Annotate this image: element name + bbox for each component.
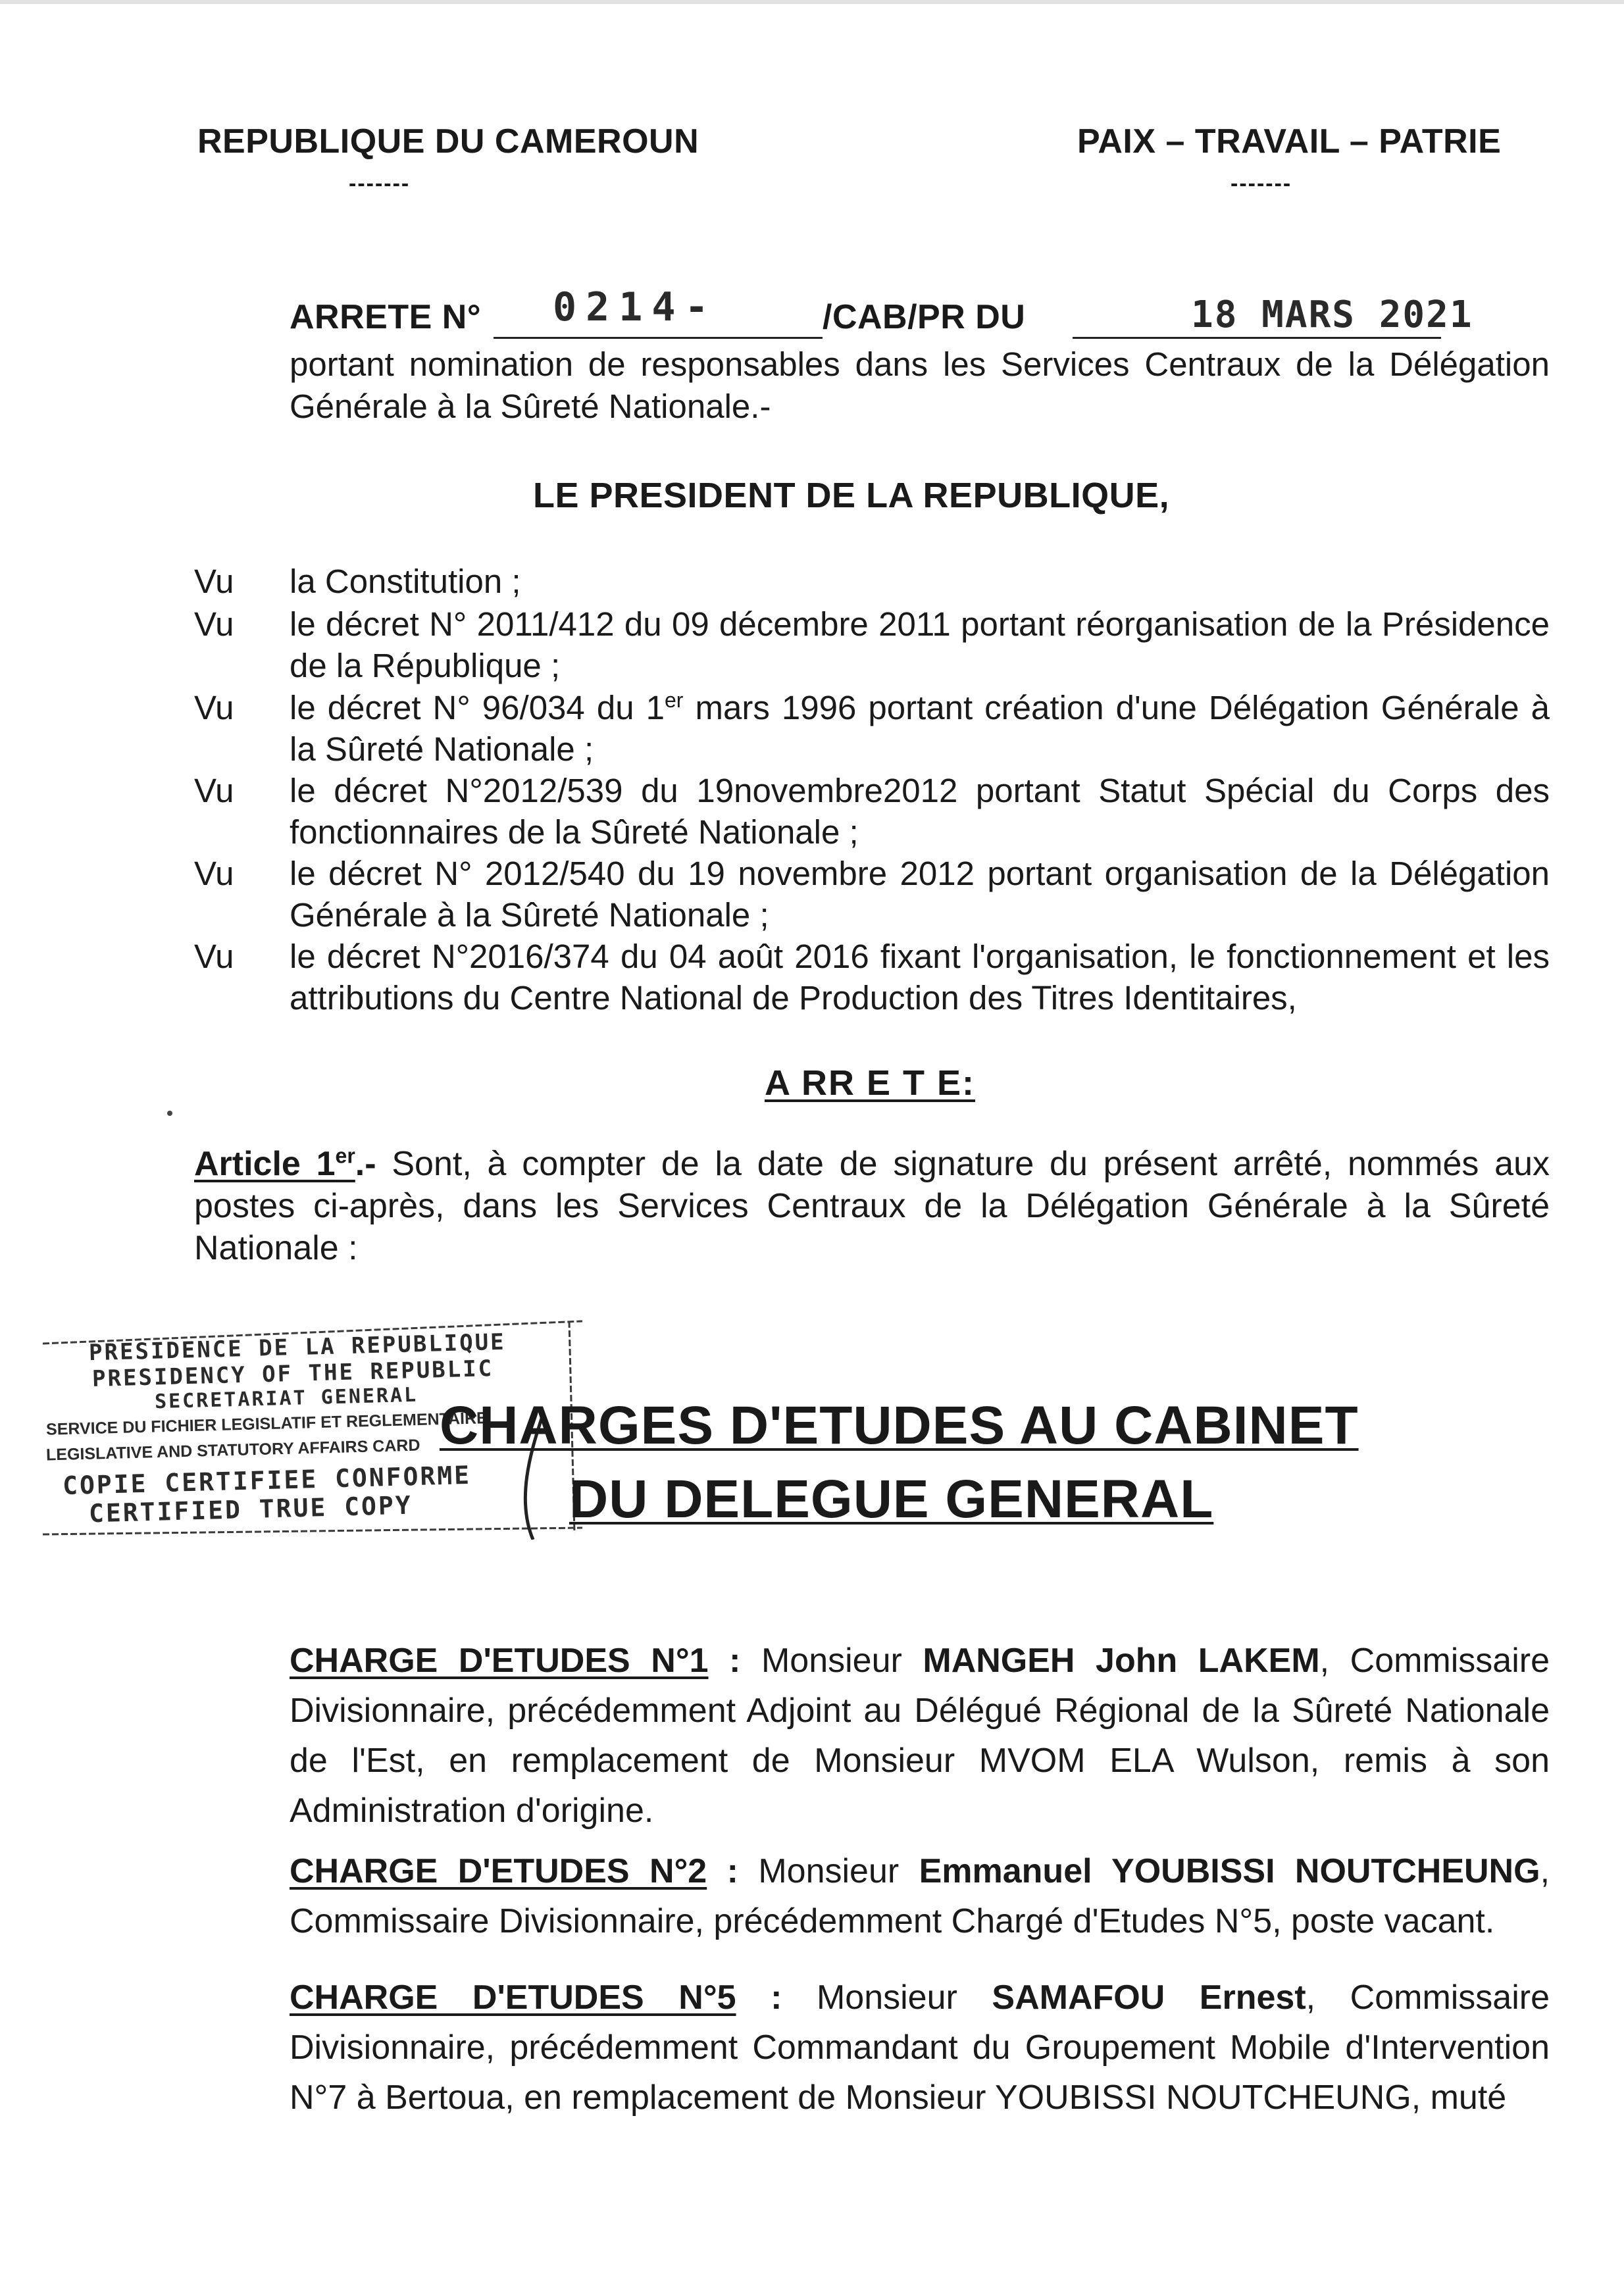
stamp-line-5: LEGISLATIVE AND STATUTORY AFFAIRS CARD xyxy=(45,1436,420,1465)
considerant-text: le décret N°2012/539 du 19novembre2012 portant Statut Spécial du Corps des fonctionnaires de la Sûreté Nationale ; xyxy=(290,772,1550,851)
entry-name: SAMAFOU Ernest xyxy=(992,1978,1306,2017)
considerant-text: le décret N° 2011/412 du 09 décembre 2011 portant réorganisation de la Présidence de la République ; xyxy=(290,605,1550,684)
ordinal-superscript: er xyxy=(335,1144,355,1168)
entry-charge-etudes-2 xyxy=(290,1846,1550,1946)
stamp-line-2: PRESIDENCY OF THE REPUBLIC xyxy=(91,1355,494,1392)
considerant-text: le décret N° 2012/540 du 19 novembre 2012 portant organisation de la Délégation Générale à la Sûreté Nationale ; xyxy=(290,855,1550,934)
considerant-text: le décret N°2016/374 du 04 août 2016 fixant l'organisation, le fonctionnement et les attributions du Centre National de Production des Titres Identitaires, xyxy=(290,938,1550,1017)
entry-title: Monsieur xyxy=(758,1852,919,1890)
entry-text: , Commissaire Divisionnaire, précédemment Chargé d'Etudes N°5, poste vacant. xyxy=(290,1852,1550,1940)
number-underline xyxy=(494,337,823,339)
stamp-line-4: SERVICE DU FICHIER LEGISLATIF ET REGLEMENTAIRE xyxy=(45,1409,488,1439)
arrete-number: 0214- xyxy=(553,284,718,330)
entry-name: MANGEH John LAKEM xyxy=(923,1642,1320,1680)
entry-text: , Commissaire Divisionnaire, précédemment Commandant du Groupement Mobile d'Intervention N°7 à Bertoua, en remplacement de Monsieur YOUBISSI NOUTCHEUNG, muté xyxy=(290,1978,1550,2117)
entry-title: Monsieur xyxy=(816,1978,992,2017)
considerant-text xyxy=(290,687,1550,770)
section-title-line-2: DU DELEGUE GENERAL xyxy=(569,1469,1214,1529)
entry-separator: : xyxy=(736,1978,817,2017)
vu-label: Vu xyxy=(194,938,234,975)
national-motto: PAIX – TRAVAIL – PATRIE xyxy=(1077,122,1502,161)
arrete-date: 18 MARS 2021 xyxy=(1191,293,1473,336)
entry-title: Monsieur xyxy=(761,1642,923,1680)
entry-charge-etudes-5 xyxy=(290,1973,1550,2123)
ordinal-superscript: er xyxy=(664,688,684,712)
article-label-text: Article 1 xyxy=(194,1145,336,1183)
top-edge-rule xyxy=(0,0,1624,4)
arrete-heading: A RR E T E: xyxy=(765,1063,976,1103)
considerant-text: la Constitution ; xyxy=(290,563,521,600)
article-1 xyxy=(194,1143,1550,1269)
stamp-line-1: PRESIDENCE DE LA REPUBLIQUE xyxy=(88,1328,507,1367)
vu-label: Vu xyxy=(194,689,234,726)
entry-charge-etudes-1 xyxy=(290,1636,1550,1836)
stamp-line-3: SECRETARIAT GENERAL xyxy=(154,1383,419,1414)
country-dashes: ------- xyxy=(349,171,411,196)
entry-label: CHARGE D'ETUDES N°5 xyxy=(290,1978,736,2017)
country-name: REPUBLIQUE DU CAMEROUN xyxy=(197,122,699,161)
arrete-line xyxy=(290,284,1560,342)
vu-label: Vu xyxy=(194,772,234,809)
article-1-label xyxy=(194,1145,355,1183)
motto-dashes: ------- xyxy=(1231,171,1292,196)
article-label-suffix: .- xyxy=(355,1145,376,1183)
vu-label: Vu xyxy=(194,563,234,600)
considerant-text-part: le décret N° 96/034 du 1 xyxy=(290,689,665,726)
president-heading: LE PRESIDENT DE LA REPUBLIQUE, xyxy=(533,476,1170,515)
stamp-line-7: CERTIFIED TRUE COPY xyxy=(88,1490,413,1528)
date-underline xyxy=(1073,337,1441,339)
arrete-reference: /CAB/PR DU xyxy=(823,298,1026,336)
entry-separator: : xyxy=(708,1642,761,1680)
stamp-line-6: COPIE CERTIFIEE CONFORME xyxy=(62,1460,472,1501)
entry-text: , Commissaire Divisionnaire, précédemment Adjoint au Délégué Régional de la Sûreté Nationale de l'Est, en remplacement de Monsieur MVOM ELA Wulson, remis à son Administration d'origine. xyxy=(290,1642,1550,1830)
considerant-text-part: mars 1996 portant création d'une Délégation Générale à la Sûreté Nationale ; xyxy=(290,689,1550,768)
entry-separator: : xyxy=(707,1852,759,1890)
vu-label: Vu xyxy=(194,605,234,643)
arrete-subject: portant nomination de responsables dans les Services Centraux de la Délégation Générale à la Sûreté Nationale.- xyxy=(290,345,1550,425)
entry-label: CHARGE D'ETUDES N°1 xyxy=(290,1642,709,1680)
vu-label: Vu xyxy=(194,855,234,892)
arrete-label: ARRETE N° xyxy=(290,298,482,336)
article-1-text: Sont, à compter de la date de signature du présent arrêté, nommés aux postes ci-après, dans les Services Centraux de la Délégation Générale à la Sûreté Nationale : xyxy=(194,1145,1550,1267)
margin-dot xyxy=(167,1111,172,1116)
entry-label: CHARGE D'ETUDES N°2 xyxy=(290,1852,707,1890)
entry-name: Emmanuel YOUBISSI NOUTCHEUNG xyxy=(919,1852,1540,1890)
section-title-line-1: CHARGES D'ETUDES AU CABINET xyxy=(440,1396,1359,1455)
